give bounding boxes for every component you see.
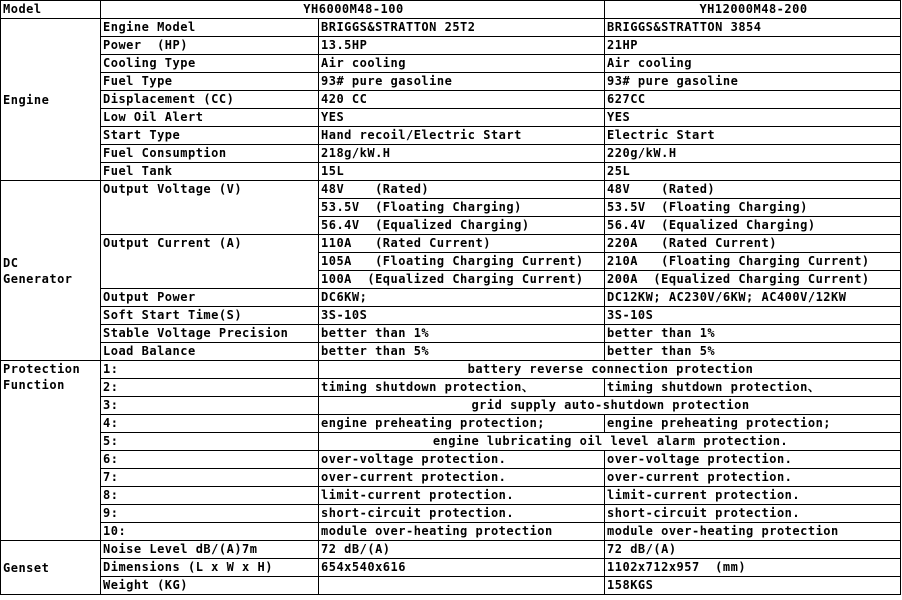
table-row	[1, 397, 901, 415]
genset-group-label: Genset	[1, 541, 101, 595]
table-row	[1, 433, 901, 451]
value-b: 158KGS	[605, 577, 901, 595]
value-b: 210A (Floating Charging Current)	[605, 253, 901, 271]
protection-shared: engine lubricating oil level alarm protection.	[319, 433, 901, 451]
value-b: 53.5V (Floating Charging)	[605, 199, 901, 217]
model-a-heading: YH6000M48-100	[101, 1, 605, 19]
value-a: 48V (Rated)	[319, 181, 605, 199]
item-number: 6:	[101, 451, 319, 469]
value-b: over-current protection.	[605, 469, 901, 487]
table-row	[1, 523, 901, 541]
value-a: 72 dB/(A)	[319, 541, 605, 559]
table-row	[1, 181, 901, 199]
table-row	[1, 505, 901, 523]
value-a: Hand recoil/Electric Start	[319, 127, 605, 145]
value-a: BRIGGS&STRATTON 25T2	[319, 19, 605, 37]
table-row	[1, 451, 901, 469]
item-number: 5:	[101, 433, 319, 451]
table-row	[1, 307, 901, 325]
value-a: limit-current protection.	[319, 487, 605, 505]
header-row	[1, 1, 901, 19]
value-b: 48V (Rated)	[605, 181, 901, 199]
item-number: 4:	[101, 415, 319, 433]
value-b: BRIGGS&STRATTON 3854	[605, 19, 901, 37]
value-b: module over-heating protection	[605, 523, 901, 541]
output-voltage-label: Output Voltage (V)	[101, 181, 319, 235]
value-a: 654x540x616	[319, 559, 605, 577]
value-b: engine preheating protection;	[605, 415, 901, 433]
table-row	[1, 343, 901, 361]
value-b: better than 1%	[605, 325, 901, 343]
value-a: 53.5V (Floating Charging)	[319, 199, 605, 217]
value-a: 420 CC	[319, 91, 605, 109]
value-a: timing shutdown protection、	[319, 379, 605, 397]
value-b: Air cooling	[605, 55, 901, 73]
dc-group-label: DC Generator	[1, 181, 101, 361]
value-b: 220A (Rated Current)	[605, 235, 901, 253]
value-b: YES	[605, 109, 901, 127]
value-a: 3S-10S	[319, 307, 605, 325]
value-a: over-voltage protection.	[319, 451, 605, 469]
table-row	[1, 109, 901, 127]
value-a: 110A (Rated Current)	[319, 235, 605, 253]
table-row	[1, 37, 901, 55]
table-row	[1, 73, 901, 91]
model-label: Model	[1, 1, 101, 19]
value-a	[319, 577, 605, 595]
value-a: better than 5%	[319, 343, 605, 361]
value-a: 13.5HP	[319, 37, 605, 55]
output-current-label: Output Current (A)	[101, 235, 319, 289]
row-label: Cooling Type	[101, 55, 319, 73]
value-b: short-circuit protection.	[605, 505, 901, 523]
row-label: Load Balance	[101, 343, 319, 361]
value-a: 100A (Equalized Charging Current)	[319, 271, 605, 289]
table-row	[1, 379, 901, 397]
value-b: 627CC	[605, 91, 901, 109]
value-b: 25L	[605, 163, 901, 181]
row-label: Power (HP)	[101, 37, 319, 55]
item-number: 10:	[101, 523, 319, 541]
table-row	[1, 19, 901, 37]
table-row	[1, 325, 901, 343]
protection-group-label: Protection Function	[1, 361, 101, 541]
table-row	[1, 145, 901, 163]
table-row	[1, 577, 901, 595]
value-b: 200A (Equalized Charging Current)	[605, 271, 901, 289]
value-a: 105A (Floating Charging Current)	[319, 253, 605, 271]
item-number: 8:	[101, 487, 319, 505]
row-label: Weight (KG)	[101, 577, 319, 595]
value-b: 3S-10S	[605, 307, 901, 325]
value-b: 220g/kW.H	[605, 145, 901, 163]
table-row	[1, 415, 901, 433]
table-row	[1, 55, 901, 73]
value-b: over-voltage protection.	[605, 451, 901, 469]
table-row	[1, 163, 901, 181]
value-b: 93# pure gasoline	[605, 73, 901, 91]
value-b: 72 dB/(A)	[605, 541, 901, 559]
value-a: 93# pure gasoline	[319, 73, 605, 91]
row-label: Fuel Type	[101, 73, 319, 91]
table-row	[1, 289, 901, 307]
value-a: over-current protection.	[319, 469, 605, 487]
value-a: 56.4V (Equalized Charging)	[319, 217, 605, 235]
value-a: module over-heating protection	[319, 523, 605, 541]
table-row	[1, 541, 901, 559]
row-label: Start Type	[101, 127, 319, 145]
value-b: 56.4V (Equalized Charging)	[605, 217, 901, 235]
row-label: Noise Level dB/(A)7m	[101, 541, 319, 559]
item-number: 3:	[101, 397, 319, 415]
table-row	[1, 559, 901, 577]
row-label: Low Oil Alert	[101, 109, 319, 127]
value-a: YES	[319, 109, 605, 127]
protection-shared: grid supply auto-shutdown protection	[319, 397, 901, 415]
row-label: Stable Voltage Precision	[101, 325, 319, 343]
value-b: 1102x712x957 (mm)	[605, 559, 901, 577]
model-b-heading: YH12000M48-200	[605, 1, 901, 19]
value-b: better than 5%	[605, 343, 901, 361]
row-label: Fuel Consumption	[101, 145, 319, 163]
row-label: Output Power	[101, 289, 319, 307]
value-b: 21HP	[605, 37, 901, 55]
table-row	[1, 469, 901, 487]
value-a: better than 1%	[319, 325, 605, 343]
value-a: engine preheating protection;	[319, 415, 605, 433]
protection-shared: battery reverse connection protection	[319, 361, 901, 379]
engine-group-label: Engine	[1, 19, 101, 181]
table-row	[1, 361, 901, 379]
item-number: 9:	[101, 505, 319, 523]
table-row	[1, 91, 901, 109]
row-label: Soft Start Time(S)	[101, 307, 319, 325]
value-b: Electric Start	[605, 127, 901, 145]
value-a: DC6KW;	[319, 289, 605, 307]
value-a: 15L	[319, 163, 605, 181]
value-a: 218g/kW.H	[319, 145, 605, 163]
item-number: 1:	[101, 361, 319, 379]
table-row	[1, 487, 901, 505]
item-number: 2:	[101, 379, 319, 397]
table-row	[1, 127, 901, 145]
row-label: Fuel Tank	[101, 163, 319, 181]
item-number: 7:	[101, 469, 319, 487]
value-a: Air cooling	[319, 55, 605, 73]
table-row	[1, 235, 901, 253]
row-label: Dimensions (L x W x H)	[101, 559, 319, 577]
value-b: timing shutdown protection、	[605, 379, 901, 397]
value-a: short-circuit protection.	[319, 505, 605, 523]
row-label: Displacement (CC)	[101, 91, 319, 109]
value-b: limit-current protection.	[605, 487, 901, 505]
row-label: Engine Model	[101, 19, 319, 37]
value-b: DC12KW; AC230V/6KW; AC400V/12KW	[605, 289, 901, 307]
